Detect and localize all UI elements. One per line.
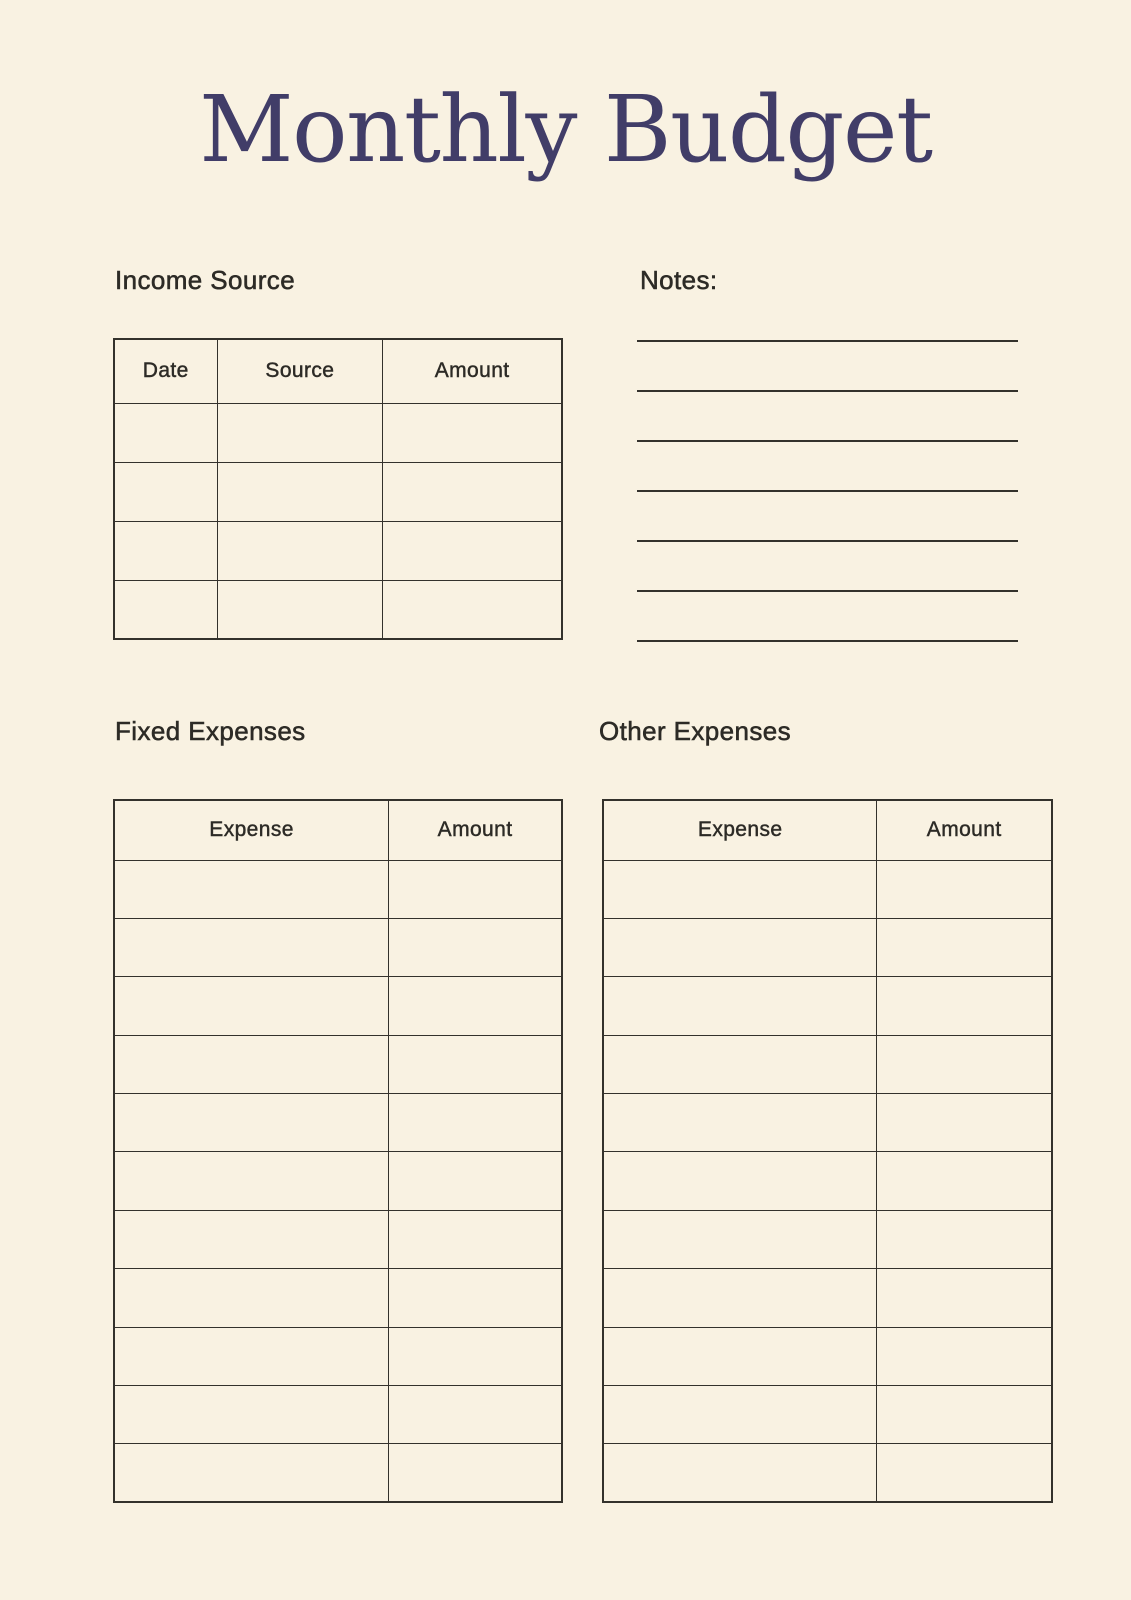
empty-cell[interactable] [389, 1327, 562, 1385]
empty-cell[interactable] [217, 580, 383, 639]
empty-cell[interactable] [217, 521, 383, 580]
empty-cell[interactable] [877, 1386, 1052, 1444]
empty-cell[interactable] [603, 1327, 877, 1385]
table-row [114, 580, 562, 639]
table-row [114, 860, 562, 918]
other-expenses-header-row [603, 800, 1052, 860]
income-source-table [113, 338, 563, 640]
empty-cell[interactable] [114, 918, 389, 976]
table-row [603, 918, 1052, 976]
income-header-row [114, 339, 562, 403]
empty-cell[interactable] [877, 918, 1052, 976]
empty-cell[interactable] [877, 1444, 1052, 1502]
empty-cell[interactable] [603, 1386, 877, 1444]
note-line[interactable] [637, 590, 1018, 592]
empty-cell[interactable] [389, 1152, 562, 1210]
note-line[interactable] [637, 640, 1018, 642]
notes-lines-area [637, 340, 1018, 642]
empty-cell[interactable] [389, 918, 562, 976]
table-row [603, 1152, 1052, 1210]
other-col-expense: Expense [603, 800, 877, 860]
table-row [114, 403, 562, 462]
empty-cell[interactable] [114, 462, 217, 521]
income-col-amount: Amount [383, 339, 562, 403]
empty-cell[interactable] [877, 1035, 1052, 1093]
empty-cell[interactable] [114, 1327, 389, 1385]
other-col-amount: Amount [877, 800, 1052, 860]
empty-cell[interactable] [877, 860, 1052, 918]
note-line[interactable] [637, 390, 1018, 392]
empty-cell[interactable] [114, 521, 217, 580]
empty-cell[interactable] [114, 403, 217, 462]
empty-cell[interactable] [114, 1269, 389, 1327]
table-row [603, 1327, 1052, 1385]
page-title: Monthly Budget [199, 76, 932, 183]
income-col-source: Source [217, 339, 383, 403]
empty-cell[interactable] [603, 1444, 877, 1502]
empty-cell[interactable] [389, 1269, 562, 1327]
empty-cell[interactable] [389, 1094, 562, 1152]
table-row [114, 1444, 562, 1502]
income-source-heading: Income Source [115, 265, 296, 295]
table-row [603, 1035, 1052, 1093]
empty-cell[interactable] [389, 860, 562, 918]
empty-cell[interactable] [114, 1210, 389, 1268]
table-row [603, 977, 1052, 1035]
empty-cell[interactable] [603, 1035, 877, 1093]
empty-cell[interactable] [603, 1210, 877, 1268]
table-row [114, 521, 562, 580]
table-row [114, 1035, 562, 1093]
empty-cell[interactable] [217, 462, 383, 521]
empty-cell[interactable] [383, 521, 562, 580]
empty-cell[interactable] [877, 1152, 1052, 1210]
note-line[interactable] [637, 490, 1018, 492]
empty-cell[interactable] [114, 1094, 389, 1152]
empty-cell[interactable] [389, 1444, 562, 1502]
income-col-date: Date [114, 339, 217, 403]
table-row [603, 1094, 1052, 1152]
table-row [603, 1269, 1052, 1327]
other-expenses-table [602, 799, 1053, 1503]
empty-cell[interactable] [114, 1386, 389, 1444]
empty-cell[interactable] [114, 1152, 389, 1210]
table-row [114, 1269, 562, 1327]
empty-cell[interactable] [217, 403, 383, 462]
empty-cell[interactable] [603, 1152, 877, 1210]
empty-cell[interactable] [603, 1269, 877, 1327]
table-row [603, 1386, 1052, 1444]
empty-cell[interactable] [114, 580, 217, 639]
other-expenses-heading: Other Expenses [599, 716, 792, 746]
empty-cell[interactable] [114, 860, 389, 918]
table-row [114, 1386, 562, 1444]
fixed-expenses-header-row [114, 800, 562, 860]
empty-cell[interactable] [603, 860, 877, 918]
notes-heading: Notes: [640, 265, 718, 295]
table-row [114, 462, 562, 521]
note-line[interactable] [637, 340, 1018, 342]
empty-cell[interactable] [114, 1035, 389, 1093]
note-line[interactable] [637, 440, 1018, 442]
fixed-expenses-heading: Fixed Expenses [115, 716, 306, 746]
empty-cell[interactable] [877, 1327, 1052, 1385]
empty-cell[interactable] [603, 918, 877, 976]
empty-cell[interactable] [383, 580, 562, 639]
fixed-col-amount: Amount [389, 800, 562, 860]
empty-cell[interactable] [114, 977, 389, 1035]
empty-cell[interactable] [389, 1210, 562, 1268]
empty-cell[interactable] [389, 1035, 562, 1093]
empty-cell[interactable] [877, 977, 1052, 1035]
table-row [114, 1327, 562, 1385]
table-row [603, 1210, 1052, 1268]
empty-cell[interactable] [877, 1094, 1052, 1152]
table-row [114, 977, 562, 1035]
empty-cell[interactable] [383, 462, 562, 521]
table-row [114, 918, 562, 976]
fixed-col-expense: Expense [114, 800, 389, 860]
empty-cell[interactable] [877, 1210, 1052, 1268]
fixed-expenses-table [113, 799, 563, 1503]
empty-cell[interactable] [114, 1444, 389, 1502]
empty-cell[interactable] [603, 1094, 877, 1152]
table-row [114, 1210, 562, 1268]
table-row [114, 1094, 562, 1152]
table-row [114, 1152, 562, 1210]
table-row [603, 860, 1052, 918]
empty-cell[interactable] [877, 1269, 1052, 1327]
table-row [603, 1444, 1052, 1502]
empty-cell[interactable] [389, 1386, 562, 1444]
note-line[interactable] [637, 540, 1018, 542]
empty-cell[interactable] [389, 977, 562, 1035]
empty-cell[interactable] [603, 977, 877, 1035]
empty-cell[interactable] [383, 403, 562, 462]
